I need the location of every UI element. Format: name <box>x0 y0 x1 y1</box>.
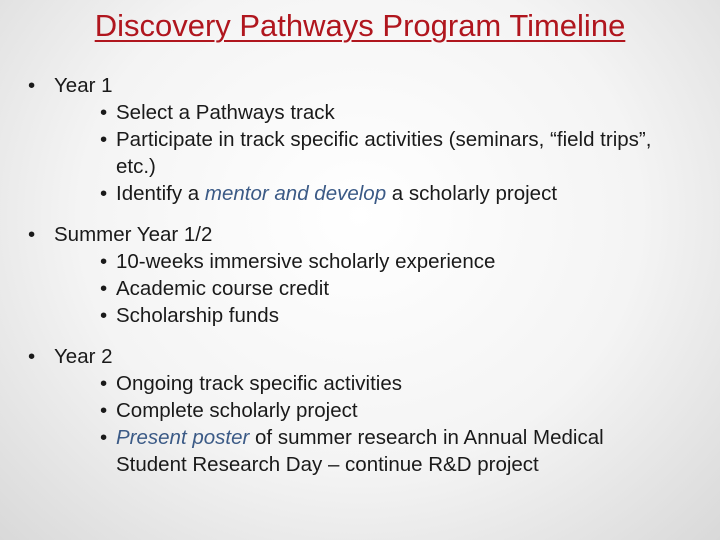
list-item-text: of summer research in Annual Medical Student Research Day – continue R&D project <box>116 426 604 476</box>
list-item <box>100 275 676 302</box>
list-item-text: Ongoing track specific activities <box>116 372 402 395</box>
bullet-icon: • <box>28 74 36 97</box>
bullet-icon: • <box>100 277 108 300</box>
bullet-icon: • <box>100 304 108 327</box>
emphasis-text: mentor and develop <box>204 182 387 205</box>
section-heading <box>24 72 704 99</box>
bullet-icon: • <box>100 426 108 449</box>
bullet-list <box>24 72 704 492</box>
slide-title: Discovery Pathways Program Timeline <box>94 8 626 43</box>
list-item-text: 10-weeks immersive scholarly experience <box>116 250 496 273</box>
bullet-icon: • <box>100 128 108 151</box>
section-year-2 <box>24 343 704 478</box>
section-year-1 <box>24 72 704 207</box>
list-item <box>100 99 676 126</box>
bullet-icon: • <box>28 223 36 246</box>
bullet-icon: • <box>100 250 108 273</box>
list-item-text: Identify a <box>116 182 205 205</box>
bullet-icon: • <box>100 182 108 205</box>
bullet-icon: • <box>100 372 108 395</box>
list-item <box>100 180 676 207</box>
list-item <box>100 397 676 424</box>
list-item-text: a scholarly project <box>386 182 558 205</box>
list-item-text: Academic course credit <box>116 277 330 300</box>
emphasis-text: Present poster <box>116 426 250 449</box>
list-item-text: Participate in track specific activities (seminars, “field trips”, etc.) <box>116 128 652 178</box>
section-heading-text: Year 1 <box>54 74 113 97</box>
section-heading <box>24 221 704 248</box>
section-heading-text: Year 2 <box>54 345 113 368</box>
list-item <box>100 126 676 180</box>
list-item-text: Scholarship funds <box>116 304 279 327</box>
section-summer <box>24 221 704 329</box>
section-heading-text: Summer Year 1/2 <box>54 223 213 246</box>
list-item-text: Complete scholarly project <box>116 399 358 422</box>
list-item <box>100 370 676 397</box>
bullet-icon: • <box>100 399 108 422</box>
list-item <box>100 248 676 275</box>
section-heading <box>24 343 704 370</box>
bullet-icon: • <box>28 345 36 368</box>
list-item-text: Select a Pathways track <box>116 101 335 124</box>
list-item <box>100 424 676 478</box>
bullet-icon: • <box>100 101 108 124</box>
list-item <box>100 302 676 329</box>
